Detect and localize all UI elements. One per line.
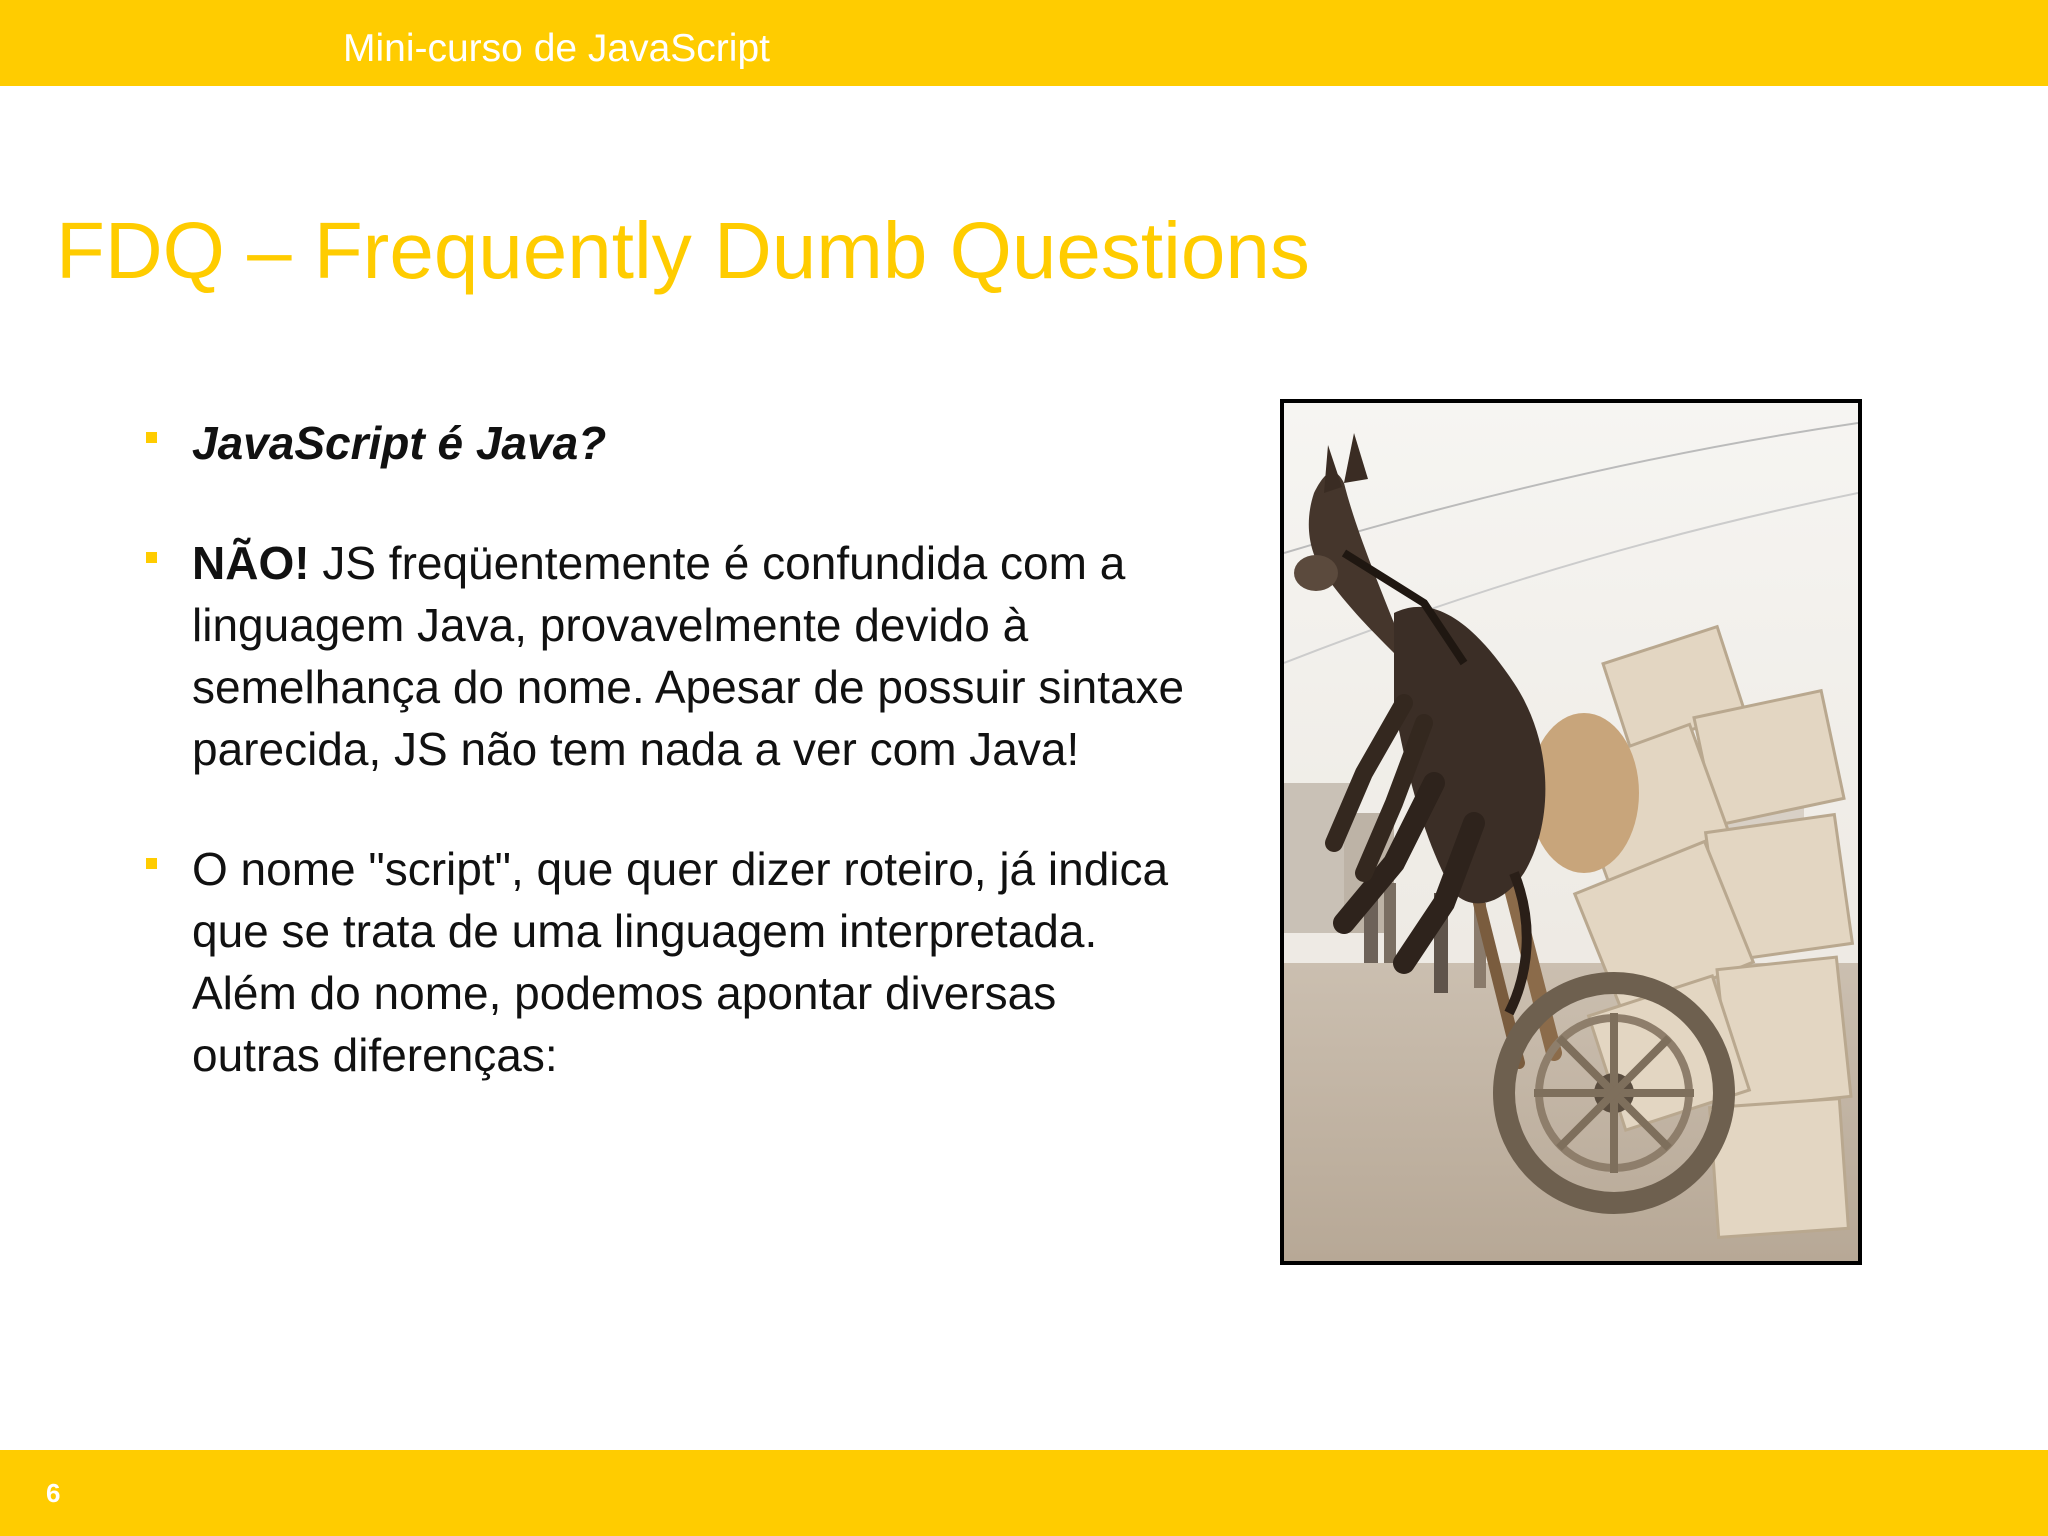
- course-title: Mini-curso de JavaScript: [343, 27, 770, 70]
- bullet-script-name: [144, 838, 1194, 1086]
- square-bullet-icon: [146, 552, 157, 563]
- donkey-cart-illustration: [1284, 403, 1858, 1261]
- header-bar: [0, 0, 2048, 86]
- bullet-question: [144, 412, 1194, 474]
- bullet-list: [144, 412, 1194, 1086]
- footer-bar: [0, 1450, 2048, 1536]
- square-bullet-icon: [146, 858, 157, 869]
- slide-title: FDQ – Frequently Dumb Questions: [56, 206, 1310, 295]
- answer-text: JS freqüentemente é confundida com a linguagem Java, provavelmente devido à semelhança do nome. Apesar de possuir sintaxe parecida, JS não tem nada a ver com Java!: [192, 537, 1185, 775]
- square-bullet-icon: [146, 432, 157, 443]
- donkey-cart-photo: [1280, 399, 1862, 1265]
- page-number: 6: [46, 1478, 61, 1508]
- script-name-text: O nome "script", que quer dizer roteiro, já indica que se trata de uma linguagem interpretada. Além do nome, podemos apontar diversas outras diferenças:: [192, 843, 1169, 1081]
- answer-emphasis: NÃO!: [192, 537, 310, 589]
- bullet-answer: [144, 532, 1194, 780]
- question-text: JavaScript é Java?: [192, 417, 607, 469]
